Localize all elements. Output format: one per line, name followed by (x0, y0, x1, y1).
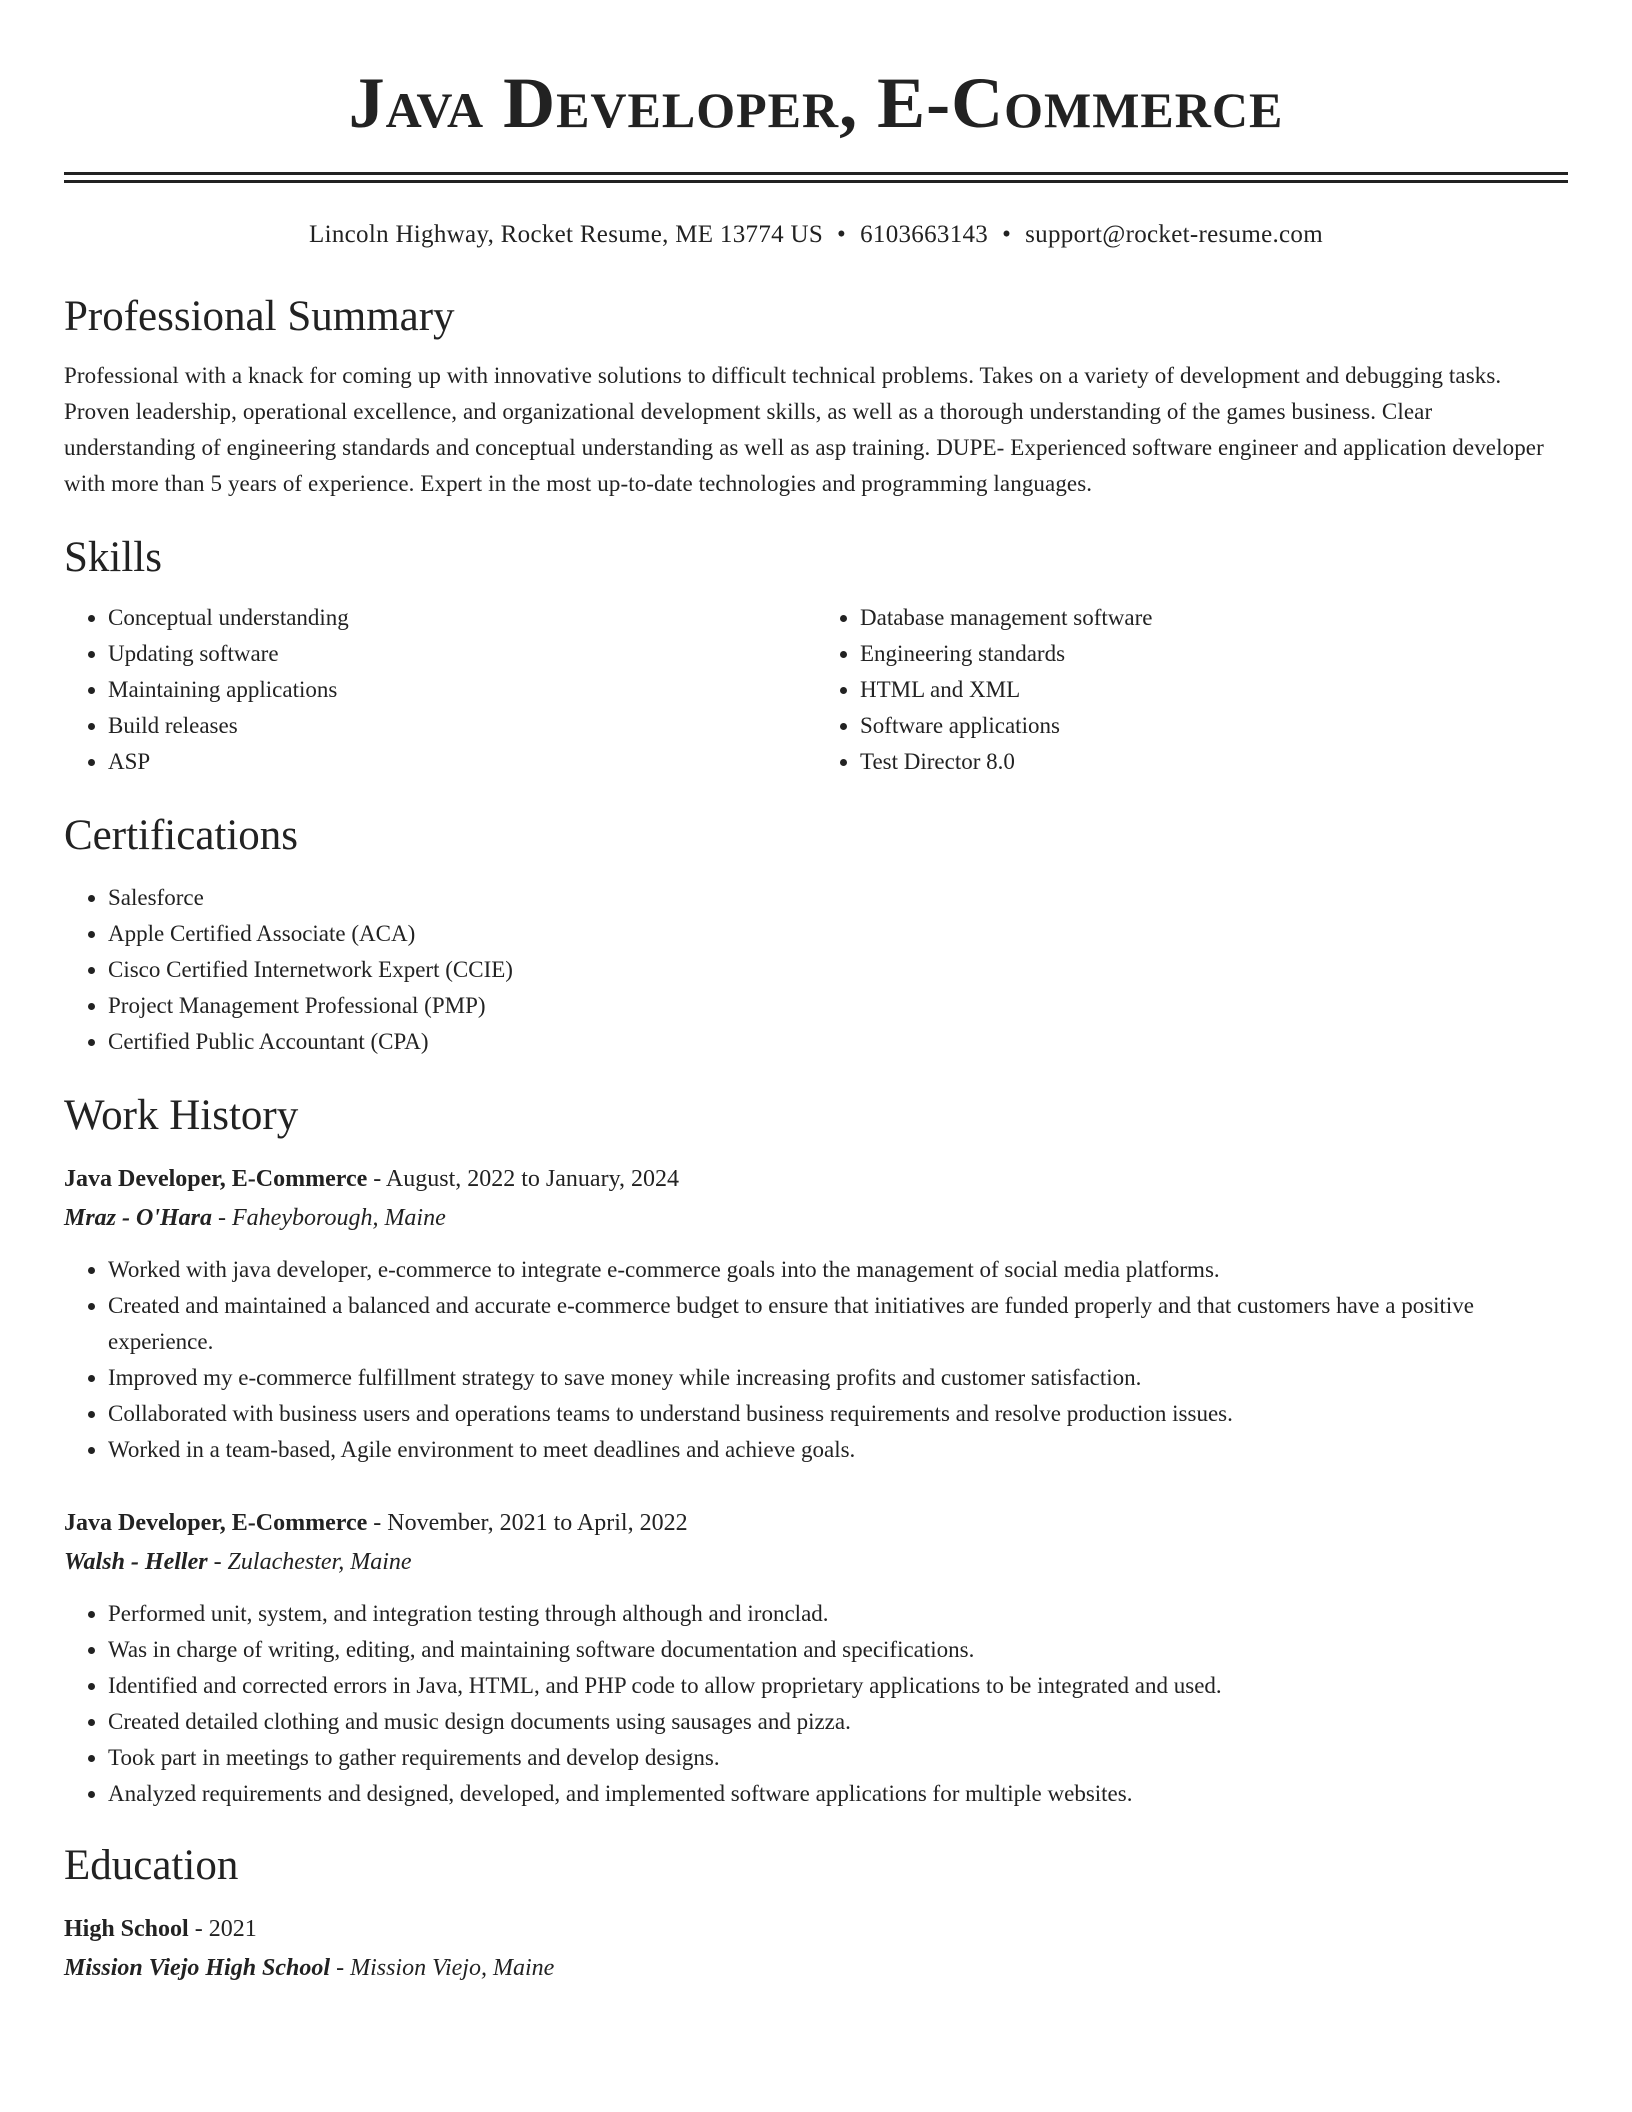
job-title-line (64, 1504, 1568, 1542)
work-history-heading: Work History (64, 1092, 299, 1139)
job-bullet: • Worked with java developer, e-commerce to integrate e-commerce goals into the management of social media platforms. (108, 1252, 1568, 1288)
contact-address: Lincoln Highway, Rocket Resume, ME 13774 US (309, 221, 824, 248)
job-bullet: • Worked in a team-based, Agile environment to meet deadlines and achieve goals. (108, 1432, 1568, 1468)
skill-item: • HTML and XML (860, 672, 1568, 708)
skill-item: • Engineering standards (860, 636, 1568, 672)
skills-list-left (64, 600, 816, 780)
job-company: Mraz - O'Hara (64, 1205, 213, 1231)
job-company-line (64, 1542, 1568, 1582)
job-bullet: • Collaborated with business users and operations teams to understand business requirements and resolve production issues. (108, 1396, 1568, 1432)
certification-item: • Apple Certified Associate (ACA) (108, 916, 1568, 952)
job-entry (64, 1160, 1568, 1468)
skill-item: • Updating software (108, 636, 816, 672)
job-title-line (64, 1160, 1568, 1198)
skill-item: • Build releases (108, 708, 816, 744)
certification-item: • Certified Public Accountant (CPA) (108, 1024, 1568, 1060)
skill-item: • Test Director 8.0 (860, 744, 1568, 780)
job-entry (64, 1504, 1568, 1812)
job-company-line (64, 1198, 1568, 1238)
contact-email: support@rocket-resume.com (1025, 221, 1323, 248)
skills-list-right (816, 600, 1568, 780)
certifications-list (64, 880, 1568, 1060)
certification-item: • Salesforce (108, 880, 1568, 916)
job-bullet: • Analyzed requirements and designed, developed, and implemented software applications for multiple websites. (108, 1776, 1568, 1812)
job-bullets (64, 1596, 1568, 1812)
education-school-line (64, 1948, 1568, 1988)
job-bullet: • Performed unit, system, and integration testing through although and ironclad. (108, 1596, 1568, 1632)
skills-heading: Skills (64, 534, 162, 581)
certification-item: • Cisco Certified Internetwork Expert (CCIE) (108, 952, 1568, 988)
header-divider (64, 172, 1568, 183)
education-heading: Education (64, 1842, 239, 1889)
contact-line (64, 219, 1568, 251)
resume-name: Java Developer, E-Commerce (348, 63, 1284, 143)
job-bullet: • Identified and corrected errors in Java, HTML, and PHP code to allow proprietary applications to be integrated and used. (108, 1668, 1568, 1704)
skill-item: • Conceptual understanding (108, 600, 816, 636)
education-degree-line (64, 1910, 1568, 1948)
education-year: - 2021 (188, 1916, 257, 1942)
skill-item: • Database management software (860, 600, 1568, 636)
job-dates: - August, 2022 to January, 2024 (367, 1166, 680, 1192)
job-bullet: • Created and maintained a balanced and accurate e-commerce budget to ensure that initiatives are funded properly and that customers have a positive experience. (108, 1288, 1568, 1360)
skill-item: • Maintaining applications (108, 672, 816, 708)
certification-item: • Project Management Professional (PMP) (108, 988, 1568, 1024)
skill-item: • ASP (108, 744, 816, 780)
job-bullet: • Was in charge of writing, editing, and maintaining software documentation and specifications. (108, 1632, 1568, 1668)
job-dates: - November, 2021 to April, 2022 (367, 1510, 688, 1536)
summary-heading: Professional Summary (64, 293, 455, 340)
job-bullets (64, 1252, 1568, 1468)
job-bullet: • Created detailed clothing and music design documents using sausages and pizza. (108, 1704, 1568, 1740)
contact-separator: • (837, 221, 847, 248)
contact-separator: • (1002, 221, 1012, 248)
skill-item: • Software applications (860, 708, 1568, 744)
job-location: - Zulachester, Maine (207, 1549, 412, 1575)
skills-columns (64, 600, 1568, 780)
summary-text: Professional with a knack for coming up with innovative solutions to difficult technical problems. Takes on a variety of development and debugging tasks. Proven leadership, operational excellence, and organizational development skills, as well as a thorough understanding of the games business. Clear understanding of engineering standards and conceptual understanding as well as asp training. DUPE- Experienced software engineer and application developer with more than 5 years of experience. Expert in the most up-to-date technologies and programming languages. (64, 363, 1544, 496)
education-location: - Mission Viejo, Maine (330, 1955, 555, 1981)
education-school: Mission Viejo High School (64, 1955, 331, 1981)
job-title: Java Developer, E-Commerce (64, 1510, 368, 1536)
education-degree: High School (64, 1916, 189, 1942)
contact-phone: 6103663143 (860, 221, 989, 248)
job-bullet: • Improved my e-commerce fulfillment strategy to save money while increasing profits and customer satisfaction. (108, 1360, 1568, 1396)
certifications-heading: Certifications (64, 812, 299, 859)
job-title: Java Developer, E-Commerce (64, 1166, 368, 1192)
education-entry (64, 1910, 1568, 1988)
job-company: Walsh - Heller (64, 1549, 208, 1575)
job-location: - Faheyborough, Maine (212, 1205, 446, 1231)
job-bullet: • Took part in meetings to gather requirements and develop designs. (108, 1740, 1568, 1776)
